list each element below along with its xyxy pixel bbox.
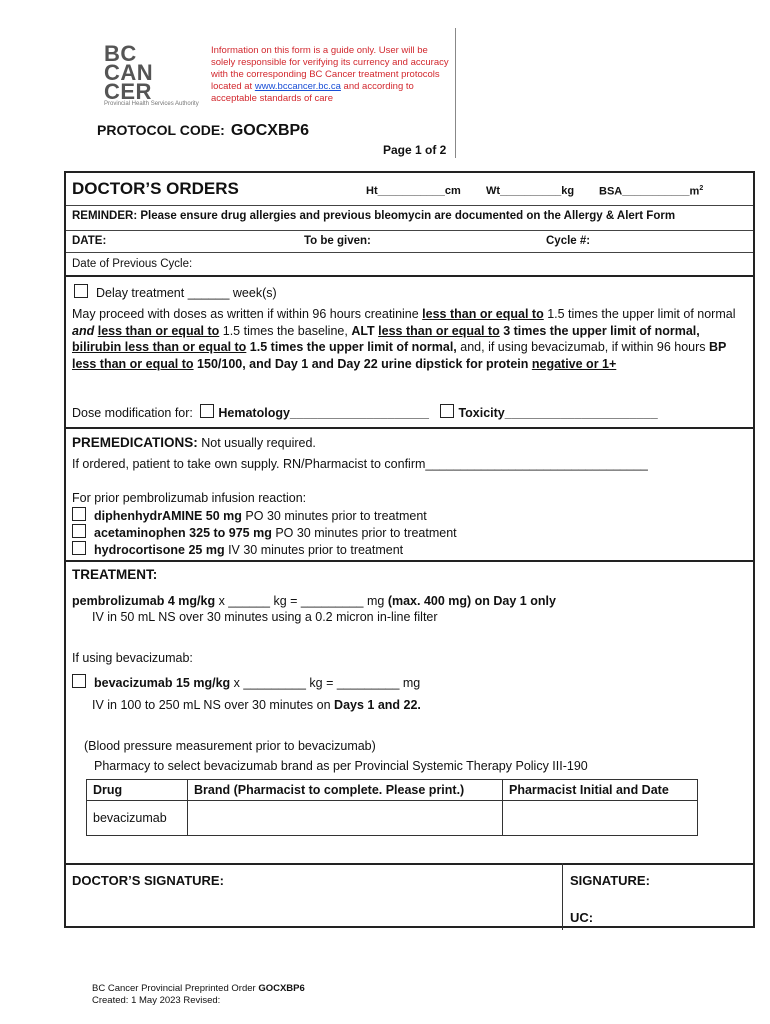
bevacizumab-order: bevacizumab 15 mg/kg x _________ kg = _________ mg [72, 674, 420, 690]
if-bevacizumab-label: If using bevacizumab: [72, 651, 193, 665]
cycle-field[interactable]: Cycle #: [546, 235, 591, 247]
pembrolizumab-order: pembrolizumab 4 mg/kg x ______ kg = _________ mg (max. 400 mg) on Day 1 only [72, 594, 556, 608]
to-be-given-field[interactable]: To be given: [304, 235, 371, 247]
bevacizumab-iv: IV in 100 to 250 mL NS over 30 minutes on Days 1 and 22. [92, 698, 421, 712]
doctors-orders-form [64, 171, 755, 928]
prior-reaction-label: For prior pembrolizumab infusion reaction: [72, 491, 307, 505]
footer: BC Cancer Provincial Preprinted Order GOCXBP6 Created: 1 May 2023 Revised: [92, 983, 305, 1006]
logo-subtitle: Provincial Health Services Authority [104, 101, 199, 107]
table-cell-brand[interactable] [188, 801, 503, 836]
treatment-heading: TREATMENT: [72, 567, 158, 582]
premed-checkbox[interactable] [72, 541, 86, 555]
signature-divider [562, 863, 563, 930]
toxicity-checkbox[interactable] [440, 404, 454, 418]
previous-cycle-field[interactable]: Date of Previous Cycle: [72, 258, 193, 270]
hematology-checkbox[interactable] [200, 404, 214, 418]
column-header: Drug [87, 780, 188, 801]
table-row [87, 801, 698, 836]
bccancer-link[interactable]: www.bccancer.bc.ca [254, 81, 341, 93]
uc-field[interactable]: UC: [570, 910, 594, 925]
height-field[interactable]: Ht___________cm [366, 185, 461, 197]
weight-field[interactable]: Wt__________kg [486, 185, 575, 197]
delay-treatment-row: Delay treatment ______ week(s) [74, 284, 277, 300]
table-header-row [87, 780, 698, 801]
pembrolizumab-iv: IV in 50 mL NS over 30 minutes using a 0.2 micron in-line filter [92, 610, 438, 624]
column-header: Brand (Pharmacist to complete. Please print.) [188, 780, 503, 801]
protocol-code: PROTOCOL CODE: GOCXBP6 [97, 122, 310, 139]
bc-cancer-logo: BC CAN CER [104, 41, 154, 104]
allergy-reminder: REMINDER: Please ensure drug allergies and previous bleomycin are documented on the Allergy & Alert Form [72, 210, 676, 222]
disclaimer-text: Information on this form is a guide only. User will be solely responsible for verifying its currency and accuracy with the corresponding BC Cancer treatment protocols located at www.bccancer.bc.ca and according to acceptable standards of care [211, 45, 449, 105]
premed-item: diphenhydrAMINE 50 mg PO 30 minutes prior to treatment [72, 507, 427, 523]
premed-item: hydrocortisone 25 mg IV 30 minutes prior to treatment [72, 541, 403, 557]
header-divider [455, 28, 456, 158]
premed-item: acetaminophen 325 to 975 mg PO 30 minutes prior to treatment [72, 524, 457, 540]
column-header: Pharmacist Initial and Date [503, 780, 698, 801]
table-cell-initial[interactable] [503, 801, 698, 836]
bsa-field[interactable]: $BSA\_\_\_\_\_\_\_\_\_\_\_m^2$ [599, 185, 704, 198]
date-field[interactable]: DATE: [72, 235, 107, 247]
premed-checkbox[interactable] [72, 524, 86, 538]
pharmacy-note: Pharmacy to select bevacizumab brand as per Provincial Systemic Therapy Policy III-190 [94, 759, 588, 773]
brand-table [86, 779, 698, 836]
dose-modification-row: Dose modification for: Hematology____________________ Toxicity______________________ [72, 406, 658, 420]
form-title: DOCTOR’S ORDERS [72, 179, 239, 198]
bp-note: (Blood pressure measurement prior to bevacizumab) [84, 739, 376, 753]
bevacizumab-checkbox[interactable] [72, 674, 86, 688]
own-supply-line[interactable]: If ordered, patient to take own supply. RN/Pharmacist to confirm________________________________ [72, 457, 648, 471]
proceed-conditions: May proceed with doses as written if within 96 hours creatinine less than or equal to 1.5 times the upper limit of normal and less than or equal to 1.5 times the baseline, ALT less than or equal to 3 times the upper limit of normal, bilirubin less than or equal to 1.5 times the upper limit of normal, and, if using bevacizumab, if within 96 hours BP less than or equal to 150/100, and Day 1 and Day 22 urine dipstick for protein negative or 1+ [72, 307, 736, 371]
doctor-signature-field[interactable]: DOCTOR’S SIGNATURE: [72, 873, 224, 888]
premedications-heading: PREMEDICATIONS: Not usually required. [72, 435, 316, 450]
delay-checkbox[interactable] [74, 284, 88, 298]
page-number: Page 1 of 2 [383, 143, 447, 157]
signature-field[interactable]: SIGNATURE: [570, 873, 650, 888]
table-cell-drug: bevacizumab [87, 801, 188, 836]
premed-checkbox[interactable] [72, 507, 86, 521]
